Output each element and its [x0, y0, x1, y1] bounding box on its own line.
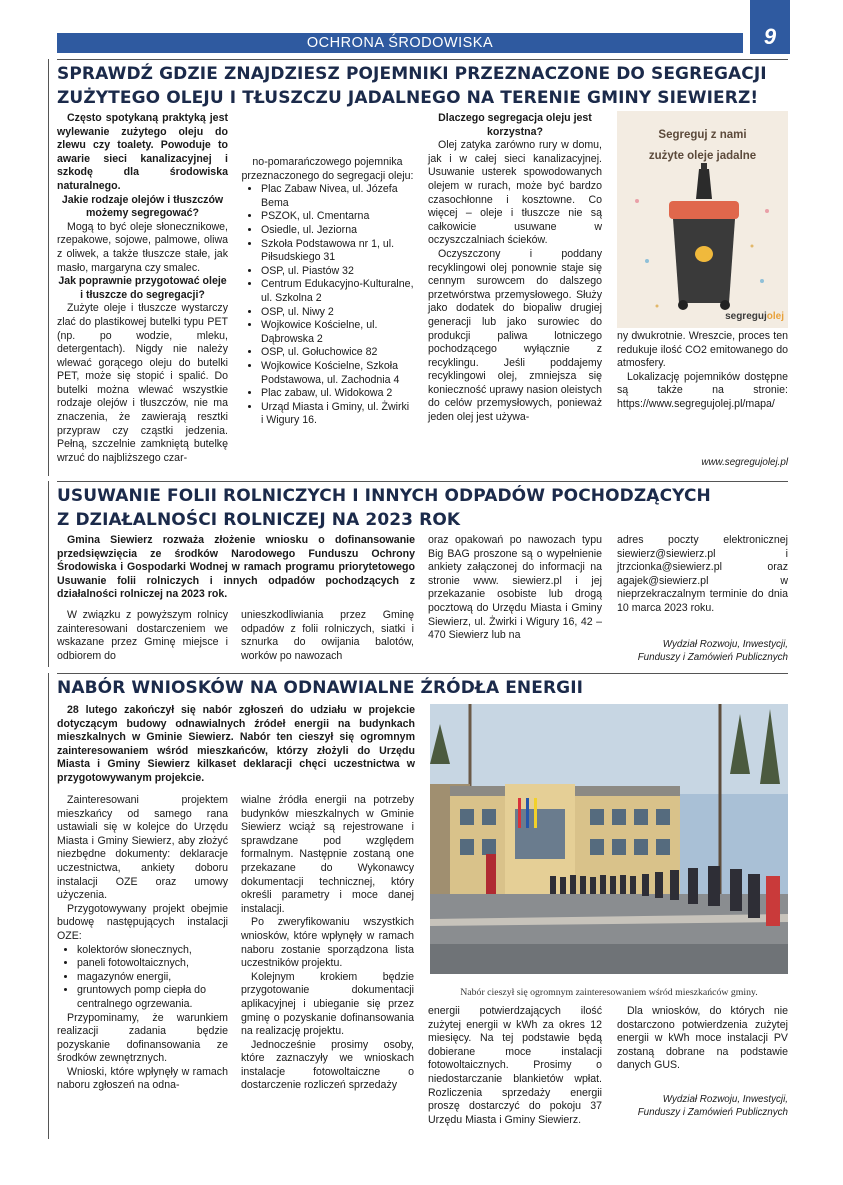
list-item: • Plac Zabaw Nivea, ul. Józefa Bema — [261, 183, 414, 210]
installations-list — [57, 944, 228, 1012]
article2-column-4 — [617, 534, 788, 616]
divider — [48, 673, 49, 1139]
poster-logo: segregujolej — [725, 311, 784, 322]
divider — [57, 673, 788, 674]
article3-title: NABÓR WNIOSKÓW NA ODNAWIALNE ŹRÓDŁA ENERGII — [57, 678, 584, 698]
article3-paragraph: Dla wniosków, do których nie dostarczono potwierdzenia zużytej energii w kWh moce instalacji PV zostaną dobrane na podstawie danych GUS. — [617, 1005, 788, 1072]
article2-paragraph: W związku z powyższym rolnicy zainteresowani dostarczeniem we wskazane przez Gminę miejsce i odbiorem do — [57, 609, 228, 662]
article1-column-1 — [57, 112, 228, 465]
divider — [57, 481, 788, 482]
poster-line-1: Segreguj z nami — [658, 129, 747, 141]
article3-paragraph: Kolejnym krokiem będzie przygotowanie dokumentacji aplikacyjnej i ubieganie się przez gminę o pozyskanie dofinansowania na realizację projektu. — [241, 970, 414, 1038]
article3-paragraph: Przypominamy, że warunkiem realizacji zadania będzie pozyskanie dofinansowania ze środków zewnętrznych. — [57, 1011, 228, 1065]
list-item: • OSP, ul. Niwy 2 — [261, 306, 414, 320]
article1-source: www.segregujolej.pl — [701, 457, 788, 468]
divider — [48, 59, 49, 476]
article1-paragraph: Mogą to być oleje słonecznikowe, rzepakowe, sojowe, palmowe, oliwa z oliwek, a także tłuszcze stałe, jak masło, margaryna czy smalec. — [57, 220, 228, 274]
article3-paragraph: Przygotowywany projekt obejmie budowę następujących instalacji OZE: — [57, 902, 228, 942]
article2-lead-block — [57, 534, 415, 602]
list-item: • PSZOK, ul. Cmentarna — [261, 210, 414, 224]
oil-bin-illustration — [617, 111, 788, 328]
article1-column-3 — [428, 112, 602, 425]
article3-column-3 — [428, 1005, 602, 1127]
article1-paragraph: Olej zatyka zarówno rury w domu, jak i w całej sieci kanalizacyjnej. Usuwanie usterek spowodowanych olejem w rurach, może być bardzo czasochłonne i kosztowne. Co więcej – oleje i tłuszcze nie są całkowicie usuwane w oczyszczalniach ścieków. — [428, 139, 602, 247]
article2-column-3 — [428, 534, 602, 643]
article3-paragraph: Zainteresowani projektem mieszkańcy od samego rana ustawiali się w kolejce do Urzędu Miasta i Gminy Siewierz, aby złożyć niezbędne dokumenty: deklaracje uczestnictwa, ankiety doboru instalacji OZE oraz umowy użyczenia. — [57, 794, 228, 902]
article2-column-1 — [57, 609, 228, 663]
article3-column-4 — [617, 1005, 788, 1073]
page-number-box — [750, 0, 790, 54]
article2-column-2 — [241, 609, 414, 663]
list-item: • Wojkowice Kościelne, ul. Dąbrowska 2 — [261, 319, 414, 346]
list-item: • Plac zabaw, ul. Widokowa 2 — [261, 387, 414, 401]
article1-paragraph: ny dwukrotnie. Wreszcie, proces ten redukuje ilość CO2 emitowanego do atmosfery. — [617, 330, 788, 370]
list-item: • Centrum Edukacyjno-Kulturalne, ul. Szkolna 2 — [261, 278, 414, 305]
article3-lead: 28 lutego zakończył się nabór zgłoszeń do udziału w projekcie dotyczącym budowy odnawialnych źródeł energii na budynkach mieszkalnych w Gminie Siewierz. Nabór ten cieszył się ogromnym zainteresowaniem wśród mieszkańców, którzy złożyli do Urzędu Miasta i Gminy Siewierz kilkaset deklaracji chęci uczestnictwa w przygotowywanym projekcie. — [57, 704, 415, 784]
article3-signature: Wydział Rozwoju, Inwestycji, Funduszy i Zamówień Publicznych — [637, 1094, 788, 1118]
section-title: OCHRONA ŚRODOWISKA — [306, 35, 494, 51]
article1-title-line2: ZUŻYTEGO OLEJU I TŁUSZCZU JADALNEGO NA TERENIE GMINY SIEWIERZ! — [57, 88, 759, 108]
list-item: • paneli fotowoltaicznych, — [77, 957, 228, 971]
list-item: • Urząd Miasta i Gminy, ul. Żwirki i Wigury 16. — [261, 401, 414, 428]
oil-recycling-poster — [617, 111, 788, 328]
article1-question-3: Dlaczego segregacja oleju jest korzystna? — [438, 112, 592, 138]
article3-column-2 — [241, 794, 414, 1093]
article1-lead: Często spotykaną praktyką jest wylewanie zużytego oleju do zlewu czy toalety. Powoduje to awarie sieci kanalizacyjnej i szkodę dla środowiska naturalnego. — [57, 112, 228, 192]
article3-paragraph: Jednocześnie prosimy osoby, które zaznaczyły we wnioskach instalacje fotowoltaiczne o dostarczenie rozliczeń sprzedaży — [241, 1038, 414, 1092]
divider — [57, 59, 788, 60]
article3-paragraph: Wnioski, które wpłynęły w ramach naboru zgłoszeń na odna- — [57, 1065, 228, 1092]
article1-question-2: Jak poprawnie przygotować oleje i tłuszcze do segregacji? — [58, 275, 227, 301]
article1-paragraph: Oczyszczony i poddany recyklingowi olej ponownie staje się cennym surowcem do dalszego przetwórstwa przemysłowego. Służy jako dodatek do biopaliw drugiej generacji lub jako surowiec do produkcji paliwa lotniczego pochodzącego wyłącznie z recyklingu. Jeśli poddajemy recyklingowi olej, zmniejsza się konieczność uprawy nasion oleistych do celów przemysłowych, ponieważ jeden olej jest używa- — [428, 247, 602, 424]
photo-caption: Nabór cieszył się ogromnym zainteresowaniem wśród mieszkańców gminy. — [460, 987, 758, 998]
article2-title-line1: USUWANIE FOLII ROLNICZYCH I INNYCH ODPADÓW POCHODZĄCYCH — [57, 486, 711, 506]
list-item: • gruntowych pomp ciepła do centralnego ogrzewania. — [77, 984, 228, 1011]
article3-paragraph: energii potwierdzających ilość zużytej energii w kWh za okres 12 miesięcy. Na tej podstawie będą dobierane moce instalacji fotowoltaicznych. Prosimy o niedostarczanie blankietów wpłat. Rozliczenia sprzedaży energii proszę dostarczyć do pokoju 37 Urzędu Miasta i Gminy Siewierz. — [428, 1005, 602, 1126]
article1-column-4 — [617, 330, 788, 412]
article2-paragraph: unieszkodliwiania przez Gminę odpadów z folii rolniczych, siatki i sznurka do owijania balotów, worków po nawozach — [241, 609, 414, 662]
list-item: • OSP, ul. Piastów 32 — [261, 265, 414, 279]
article1-locations-intro: no-pomarańczowego pojemnika przeznaczonego do segregacji oleju: — [241, 156, 414, 182]
article2-title-line2: Z DZIAŁALNOŚCI ROLNICZEJ NA 2023 ROK — [57, 510, 461, 530]
article3-column-1 — [57, 794, 228, 1093]
article1-column-2 — [241, 156, 414, 428]
page-number: 9 — [763, 24, 777, 49]
article2-paragraph: adres poczty elektronicznej siewierz@siewierz.pl i jtrzcionka@siewierz.pl oraz agajek@siewierz.pl w nieprzekraczalnym terminie do dnia 10 marca 2023 roku. — [617, 534, 788, 614]
article3-paragraph: Po zweryfikowaniu wszystkich wniosków, które wpłynęły w ramach naboru zostanie sporządzona lista uczestników projektu. — [241, 916, 414, 970]
article1-paragraph: Lokalizację pojemników dostępne są także na stronie: https://www.segregujolej.pl/mapa/ — [617, 370, 788, 410]
list-item: • Szkoła Podstawowa nr 1, ul. Piłsudskiego 31 — [261, 238, 414, 265]
queue-photo — [430, 704, 788, 974]
article1-title-line1: SPRAWDŹ GDZIE ZNAJDZIESZ POJEMNIKI PRZEZNACZONE DO SEGREGACJI — [57, 64, 767, 84]
list-item: • OSP, ul. Gołuchowice 82 — [261, 346, 414, 360]
article2-paragraph: oraz opakowań po nawozach typu Big BAG proszone są o wypełnienie ankiety załączonej do informacji na stronie www. siewierz.pl i jej przekazanie osobiste lub drogą pocztową do Urzędu Miasta i Gminy Siewierz, ul. Żwirki i Wigury 16, 42 – 470 Siewierz lub na — [428, 534, 602, 642]
list-item: • magazynów energii, — [77, 971, 228, 985]
article2-signature: Wydział Rozwoju, Inwestycji, Funduszy i Zamówień Publicznych — [637, 639, 788, 663]
photo-queue-at-town-hall — [430, 704, 788, 974]
article2-lead: Gmina Siewierz rozważa złożenie wniosku o dofinansowanie przedsięwzięcia ze środków Narodowego Funduszu Ochrony Środowiska i Gospodarki Wodnej w ramach programu priorytetowego Usuwanie folii rolniczych i innych odpadów pochodzących z działalności rolniczej na 2023 rok. — [57, 534, 415, 601]
divider — [48, 481, 49, 667]
locations-list — [241, 183, 414, 428]
article1-question-1: Jakie rodzaje olejów i tłuszczów możemy segregować? — [61, 193, 224, 220]
article3-lead-block — [57, 704, 415, 786]
list-item: • kolektorów słonecznych, — [77, 944, 228, 958]
poster-line-2: zużyte oleje jadalne — [648, 150, 757, 162]
article3-paragraph: wialne źródła energii na potrzeby budynków mieszkalnych w Gminie Siewierz wciąż są rejestrowane i sprawdzane pod względem formalnym. Następnie zostaną one przekazane do Wykonawcy dokumentacji technicznej, który określi parametry i moce danej instalacji. — [241, 794, 414, 915]
list-item: • Osiedle, ul. Jeziorna — [261, 224, 414, 238]
article1-paragraph: Zużyte oleje i tłuszcze wystarczy zlać do plastikowej butelki typu PET (np. po wodzie, mleku, detergentach). Nigdy nie należy wlewać gorącego oleju do butelki PET, może się stopić i spalić. Do butelki można wlewać wszystkie rodzaje olejów i tłuszczów, nie ma znaczenia, że zawierają resztki przypraw czy cząstki jedzenia. Pełną, szczelnie zamkniętą butelkę wrzuć do najbliższego czar- — [57, 302, 228, 464]
list-item: • Wojkowice Kościelne, Szkoła Podstawowa, ul. Zachodnia 4 — [261, 360, 414, 387]
